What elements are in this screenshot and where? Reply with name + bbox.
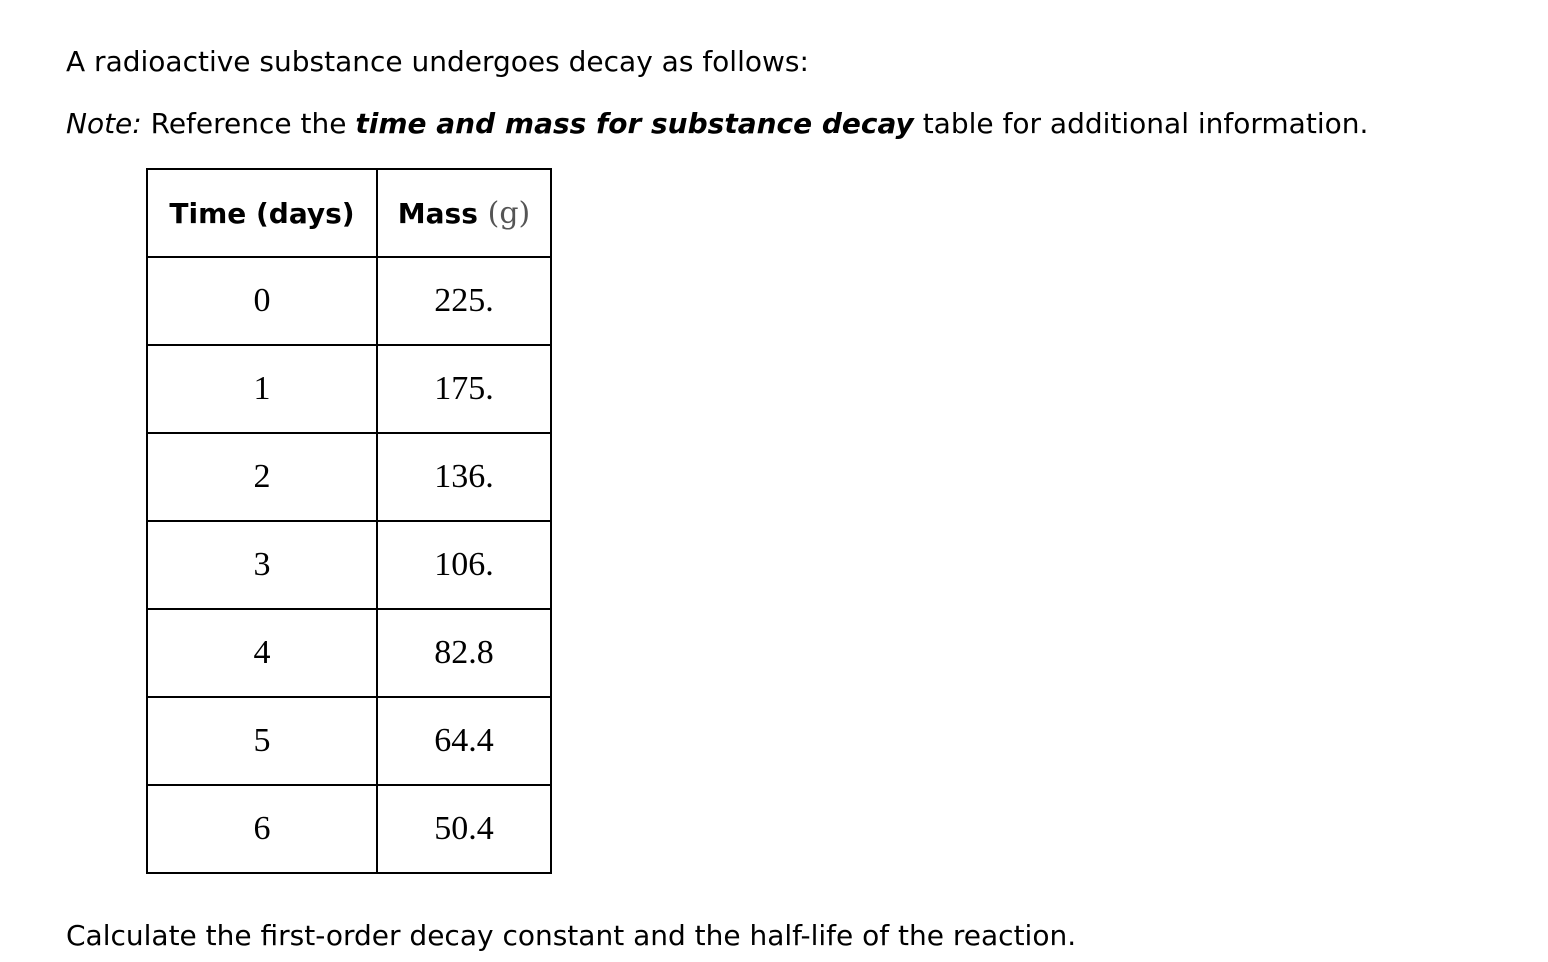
note-emphasis: time and mass for substance decay [355, 107, 914, 140]
note-label: Note: [66, 107, 142, 140]
table-row [147, 609, 551, 697]
table-row [147, 433, 551, 521]
question-text: Calculate the first-order decay constant and the half-life of the reaction. [66, 919, 1077, 952]
header-mass-unit: (g) [487, 195, 531, 231]
table-row [147, 345, 551, 433]
intro-text: A radioactive substance undergoes decay as follows: [66, 45, 809, 78]
cell-mass: 50.4 [377, 785, 551, 873]
decay-table [146, 168, 552, 874]
table-row [147, 521, 551, 609]
cell-mass: 225. [377, 257, 551, 345]
cell-time: 0 [147, 257, 377, 345]
cell-time: 6 [147, 785, 377, 873]
header-mass [377, 169, 551, 257]
cell-time: 5 [147, 697, 377, 785]
header-time: Time (days) [147, 169, 377, 257]
cell-mass: 136. [377, 433, 551, 521]
table-row [147, 785, 551, 873]
cell-mass: 82.8 [377, 609, 551, 697]
cell-mass: 175. [377, 345, 551, 433]
cell-mass: 106. [377, 521, 551, 609]
note-text [66, 107, 1368, 141]
cell-time: 4 [147, 609, 377, 697]
table-header-row [147, 169, 551, 257]
cell-time: 3 [147, 521, 377, 609]
cell-time: 2 [147, 433, 377, 521]
cell-time: 1 [147, 345, 377, 433]
note-before: Reference the [141, 107, 356, 140]
note-after: table for additional information. [913, 107, 1369, 140]
table-row [147, 257, 551, 345]
table-row [147, 697, 551, 785]
header-mass-label: Mass [397, 196, 488, 230]
cell-mass: 64.4 [377, 697, 551, 785]
